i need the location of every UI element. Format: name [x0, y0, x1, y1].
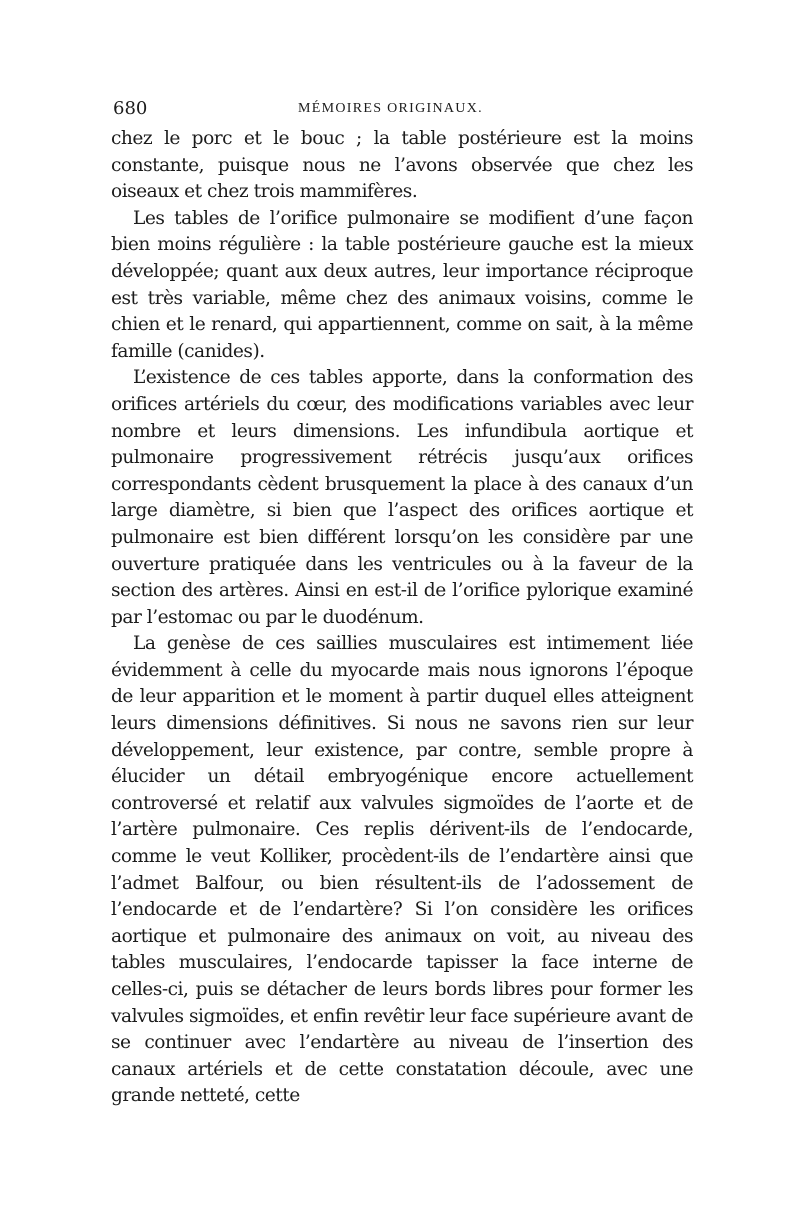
paragraph-pulmonary-orifice: Les tables de l’orifice pulmonaire se modifient d’une façon bien moins régulière : la table postérieure gauche est la mieux développée; quant aux deux autres, leur importance réciproque est très variable, même chez des animaux voisins, comme le chien et le renard, qui appartiennent, comme on sait, à la même famille (canides). — [111, 207, 693, 362]
paragraph-genesis: La genèse de ces saillies musculaires est intimement liée évidemment à celle du myocarde mais nous ignorons l’époque de leur apparition et le moment à partir duquel elles atteignent leurs dimensions définitives. Si nous ne savons rien sur leur développement, leur existence, par contre, semble propre à élucider un détail embryogénique encore actuellement controversé et relatif aux valvules sigmoïdes de l’aorte et de l’artère pulmonaire. Ces replis dérivent-ils de l’endocarde, comme le veut Kolliker, procèdent-ils de l’endartère ainsi que l’admet Balfour, ou bien résultent-ils de l’adossement de l’endocarde et de l’endartère? Si l’on considère les orifices aortique et pulmonaire des animaux on voit, au niveau des tables musculaires, l’endocarde tapisser la face interne de celles-ci, puis se détacher de leurs bords libres pour former les valvules sigmoïdes, et enfin revêtir leur face supérieure avant de se continuer avec l’endartère au niveau de l’insertion des canaux artériels et de cette constatation découle, avec une grande netteté, cette — [111, 633, 693, 1107]
paragraph-arterial-orifices: L’existence de ces tables apporte, dans la conformation des orifices artériels du cœur, des modifications variables avec leur nombre et leurs dimensions. Les infundibula aortique et pulmonaire progressivement rétrécis jusqu’aux orifices correspondants cèdent brusquement la place à des canaux d’un large diamètre, si bien que l’aspect des orifices aortique et pulmonaire est bien différent lorsqu’on les considère par une ouverture pratiquée dans les ventricules ou à la faveur de la section des artères. Ainsi en est-il de l’orifice pylorique examiné par l’estomac ou par le duodénum. — [111, 367, 693, 628]
paragraph-continuation: chez le porc et le bouc ; la table postérieure est la moins constante, puisque nous ne l’avons observée que chez les oiseaux et chez trois mammifères. — [111, 128, 693, 203]
running-head: MÉMOIRES ORIGINAUX. — [298, 101, 483, 116]
page-number: 680 — [113, 98, 148, 119]
body-text — [111, 126, 693, 1110]
page-header — [113, 98, 688, 126]
